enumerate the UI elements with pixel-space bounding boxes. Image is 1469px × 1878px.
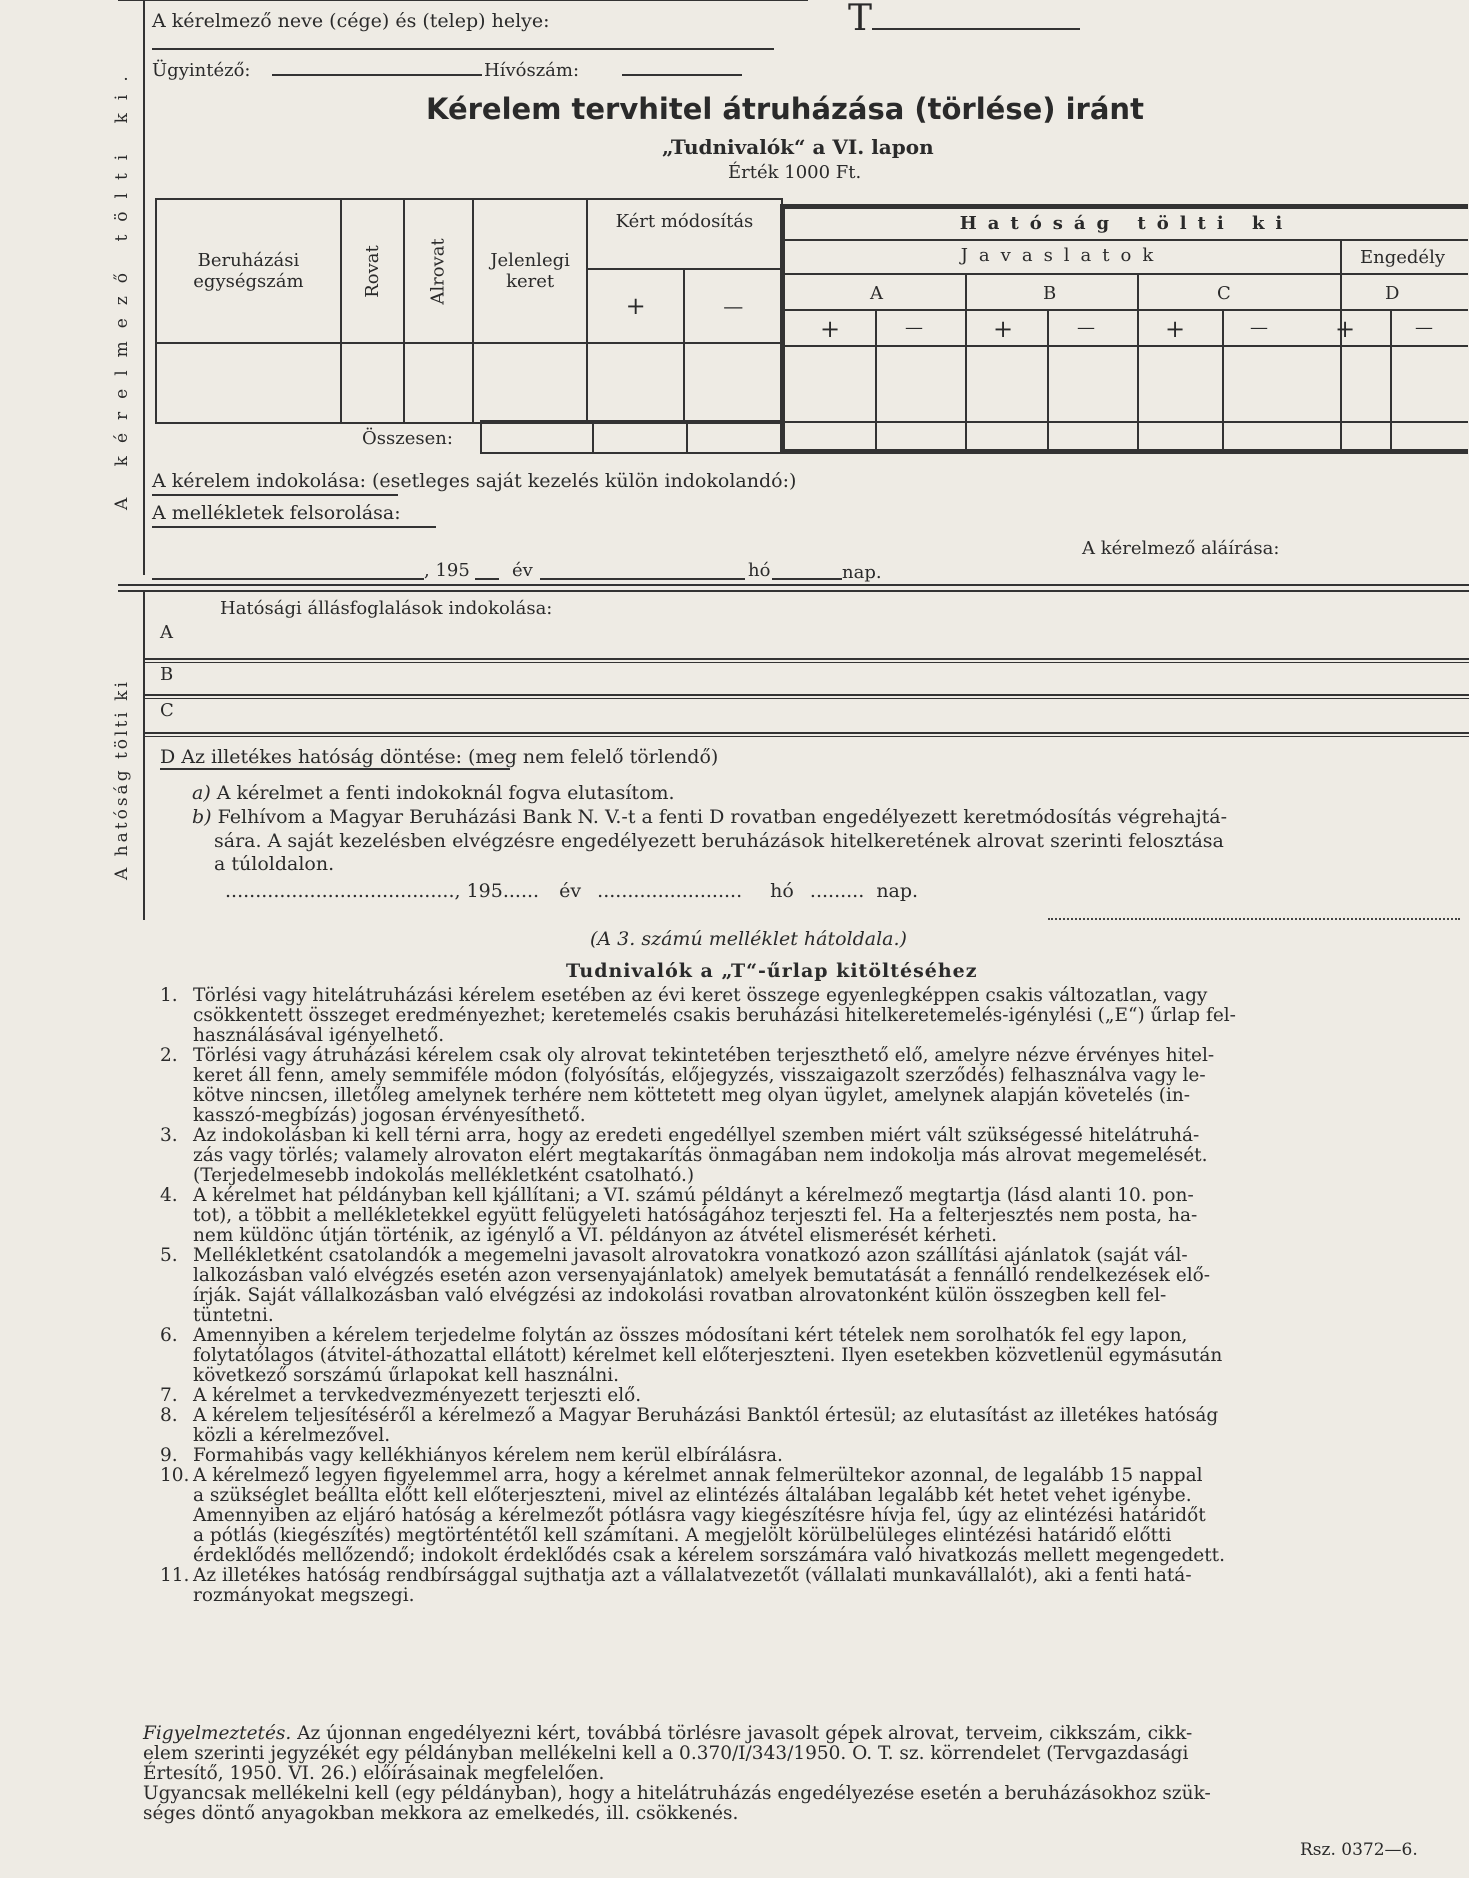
note-line: csökkentett összeget eredményezhet; keretemelés csakis beruházási hitelkeretemelés-igénylési („E“) űrlap fel- [193, 1005, 1236, 1026]
note-line: lalkozásban való elvégzés esetén azon versenyajánlatok) amelyek bemutatását a fennálló rendelkezések elő- [193, 1265, 1211, 1286]
applicant-label: A kérelmező neve (cége) és (telep) helye: [152, 10, 550, 32]
note-line: tüntetni. [193, 1305, 274, 1326]
option-b-line2: sára. A saját kezelésben elvégzésre engedélyezett beruházások hitelkeretének alrovat szerinti felosztása [214, 830, 1224, 852]
authority-table [780, 204, 1468, 454]
authority-line-a[interactable] [143, 658, 1469, 660]
note-line: érdeklődés mellőzendő; indokolt érdeklődés csak a kérelem sorszámára való hivatkozás mellett megengedett. [193, 1545, 1225, 1566]
note-line: (Terjedelmesebb indokolás mellékletként csatolható.) [193, 1165, 695, 1186]
col-requested-header: Kért módosítás [615, 211, 754, 232]
applicant-field[interactable] [152, 48, 774, 50]
note-line: kasszó-megbízás) jogosan érvényesíthető. [193, 1105, 586, 1126]
form-code: T [848, 0, 873, 39]
note-line: következő sorszámú űrlapokat kell használni. [193, 1365, 620, 1386]
left-margin-line [143, 0, 145, 575]
section-divider [118, 584, 1469, 586]
note-number: 4. [160, 1185, 178, 1206]
form-title: Kérelem tervhitel átruházása (törlése) iránt [426, 92, 1144, 126]
authority-line-c[interactable] [143, 732, 1469, 734]
date-year-field[interactable] [475, 578, 499, 580]
permit-header: Engedély [1360, 247, 1446, 268]
cell-unit[interactable] [156, 343, 341, 423]
warning-line-1: Az újonnan engedélyezni kért, továbbá törlésre javasolt gépek alrovat, terveim, cikkszám, cikk- [291, 1723, 1193, 1744]
d-minus: — [1415, 317, 1433, 338]
note-line: Az indokolásban ki kell térni arra, hogy az eredeti engedéllyel szemben miért vált szükségessé hitelátruhá- [193, 1125, 1200, 1146]
warning-block [143, 1724, 1461, 1824]
authority-row-b: B [160, 664, 174, 685]
col-unit-header: Beruházási egységszám [193, 250, 304, 292]
requested-minus: — [723, 294, 744, 318]
note-item [160, 1386, 1455, 1406]
cell-req-plus[interactable] [588, 344, 686, 422]
col-rovat-header: Rovat [361, 244, 383, 298]
permit-col-d: D [1385, 283, 1400, 304]
authority-title: Hatósági állásfoglalások indokolása: [220, 598, 553, 619]
warning-label: Figyelmeztetés. [143, 1723, 292, 1744]
d-plus: + [1335, 315, 1356, 343]
c-minus: — [1250, 317, 1268, 338]
b-plus: + [993, 315, 1014, 343]
authority-header: Hatóság tölti ki [959, 213, 1294, 234]
note-number: 7. [160, 1385, 178, 1406]
note-number: 1. [160, 985, 178, 1006]
authority-signature-line[interactable] [1048, 918, 1460, 920]
date-day-field[interactable] [772, 578, 842, 580]
note-line: A kérelmet hat példányban kell kjállítani; a VI. számú példányt a kérelmező megtartja (lásd alanti 10. pon- [193, 1185, 1194, 1206]
note-line: írják. Saját vállalkozásban való elvégzési az indokolási rovatban alrovatonként külön összegben kell fel- [193, 1285, 1167, 1306]
note-line: A kérelmet a tervkedvezményezett terjeszti elő. [193, 1385, 642, 1406]
warning-line-2: elem szerinti jegyzékét egy példányban mellékelni kell a 0.370/I/343/1950. O. T. sz. körrendelet (Tervgazdasági [143, 1743, 1189, 1764]
note-line: zás vagy törlés; valamely alrovaton elért megtakarítás önmagában nem indokolja más alrovat megemelését. [193, 1145, 1208, 1166]
form-code-field[interactable] [872, 28, 1080, 30]
total-label: Összesen: [362, 428, 453, 449]
note-line: Formahibás vagy kellékhiányos kérelem nem kerül elbírálásra. [193, 1445, 783, 1466]
option-b-line3: a túloldalon. [214, 853, 335, 875]
note-item [160, 1406, 1455, 1446]
cell-req-minus[interactable] [685, 344, 781, 422]
note-number: 3. [160, 1125, 178, 1146]
date-day-label: nap. [842, 562, 882, 583]
note-line: Mellékletként csatolandók a megemelni javasolt alrovatokra vonatkozó azon szállítási ajánlatok (saját vál- [193, 1245, 1188, 1266]
table-row [156, 343, 782, 423]
requested-plus: + [588, 270, 686, 342]
option-b-marker: b) [192, 806, 212, 828]
footer-code: Rsz. 0372—6. [1300, 1840, 1418, 1860]
note-number: 6. [160, 1325, 178, 1346]
note-line: Az illetékes hatóság rendbírsággal sujthatja azt a vállalatvezetőt (vállalati munkavállalót), aki a fenti hatá- [193, 1565, 1192, 1586]
col-alrovat-header: Alrovat [428, 237, 450, 305]
proposals-header: Javaslatok [960, 245, 1165, 266]
note-item [160, 1446, 1455, 1466]
justification-label: A kérelem indokolása: (esetleges saját kezelés külön indokolandó:) [152, 470, 797, 492]
side-label-authority: A hatóság tölti ki [112, 679, 132, 880]
note-item [160, 1466, 1455, 1566]
form-subtitle: „Tudnivalók“ a VI. lapon [662, 135, 934, 159]
notes-title: Tudnivalók a „T“-űrlap kitöltéséhez [566, 960, 978, 982]
note-number: 10. [160, 1465, 190, 1486]
note-line: kötve nincsen, illetőleg amelynek terhére nem köttetett meg olyan ügylet, amelynek alapján követelés (in- [193, 1085, 1191, 1106]
signature-label: A kérelmező aláírása: [1082, 538, 1280, 559]
option-b-line1[interactable]: Felhívom a Magyar Beruházási Bank N. V.-t a fenti D rovatban engedélyezett keretmódosítás végrehajtá- [217, 806, 1227, 828]
note-item [160, 1126, 1455, 1186]
note-item [160, 1326, 1455, 1386]
date-place-field[interactable] [152, 578, 424, 580]
option-a-marker: a) [192, 782, 211, 804]
cell-alrovat[interactable] [404, 343, 473, 423]
b-minus: — [1077, 317, 1095, 338]
note-line: közli a kérelmezővel. [193, 1425, 391, 1446]
note-number: 9. [160, 1445, 178, 1466]
note-item [160, 986, 1455, 1046]
a-minus: — [905, 317, 923, 338]
warning-line-3: Értesítő, 1950. VI. 26.) előírásainak megfelelően. [143, 1763, 605, 1784]
note-number: 2. [160, 1045, 178, 1066]
date-year-label: év [512, 560, 533, 581]
note-number: 11. [160, 1565, 190, 1586]
note-number: 5. [160, 1245, 178, 1266]
notes-list [160, 986, 1455, 1606]
note-line: rozmányokat megszegi. [193, 1585, 415, 1606]
note-line: folytatólagos (átvitel-áthozattal ellátott) kérelmet kell előterjeszteni. Ilyen esetekben közvetlenül egymásután [193, 1345, 1223, 1366]
cell-current[interactable] [473, 343, 587, 423]
date-month-field[interactable] [540, 578, 745, 580]
authority-line-b[interactable] [143, 694, 1469, 696]
option-a[interactable]: A kérelmet a fenti indokoknál fogva elutasítom. [216, 782, 675, 804]
phone-label: Hívószám: [484, 60, 580, 81]
decision-label: D Az illetékes hatóság döntése: (meg nem felelő törlendő) [160, 746, 719, 768]
modification-table [155, 198, 783, 424]
form-value: Érték 1000 Ft. [728, 162, 862, 183]
proposal-col-c: C [1217, 283, 1231, 304]
note-item [160, 1566, 1455, 1606]
note-line: A kérelem teljesítéséről a kérelmező a Magyar Beruházási Banktól értesül; az elutasítást az illetékes hatóság [193, 1405, 1219, 1426]
col-current-header: Jelenlegi keret [490, 250, 570, 292]
note-item [160, 1046, 1455, 1126]
clerk-field[interactable] [272, 74, 482, 76]
note-line: Törlési vagy átruházási kérelem csak oly alrovat tekintetében terjeszthető elő, amelyre nézve érvényes hitel- [193, 1045, 1215, 1066]
phone-field[interactable] [622, 74, 742, 76]
note-line: Amennyiben a kérelem terjedelme folytán az összes módosítani kért tételek nem sorolhatók fel egy lapon, [193, 1325, 1188, 1346]
note-item [160, 1186, 1455, 1246]
proposal-col-b: B [1043, 283, 1057, 304]
note-line: keret áll fenn, amely semmiféle módon (folyósítás, előjegyzés, visszaigazolt szerződés) felhasználva vagy le- [193, 1065, 1206, 1086]
proposal-col-a: A [870, 283, 883, 304]
note-line: A kérelmező legyen figyelemmel arra, hogy a kérelmet annak felmerültekor azonnal, de legalább 15 nappal [193, 1465, 1203, 1486]
side-label-applicant: A kérelmező tölti ki. [112, 63, 132, 510]
total-row[interactable] [480, 420, 782, 454]
cell-rovat[interactable] [341, 343, 404, 423]
note-line: Amennyiben az eljáró hatóság a kérelmezőt pótlásra vagy kiegészítésre hívja fel, úgy az elintézési határidőt [193, 1505, 1206, 1526]
note-line: nem küldönc útján történik, az igénylő a VI. példányon az átvétel elismerését kérheti. [193, 1225, 997, 1246]
authority-row-a: A [160, 622, 173, 643]
attachments-label: A mellékletek felsorolása: [152, 502, 401, 524]
date-year-prefix: , 195 [424, 560, 470, 581]
note-number: 8. [160, 1405, 178, 1426]
note-line: használásával igényelhető. [193, 1025, 445, 1046]
clerk-label: Ügyintéző: [152, 60, 251, 81]
a-plus: + [820, 315, 841, 343]
note-line: tot), a többit a mellékletekkel együtt felügyeleti hatóságához terjeszti fel. Ha a felterjesztés nem posta, ha- [193, 1205, 1198, 1226]
note-line: Törlési vagy hitelátruházási kérelem esetében az évi keret összege egyenlegképpen csakis változatlan, vagy [193, 985, 1208, 1006]
note-line: a szükséglet beállta előtt kell előterjeszteni, mivel az elintézés általában legalább két hetet vehet igénybe. [193, 1485, 1192, 1506]
warning-line-4: Ugyancsak mellékelni kell (egy példányban), hogy a hitelátruházás engedélyezése esetén a beruházásokhoz szük- [143, 1783, 1211, 1804]
note-line: a pótlás (kiegészítés) megtörténtétől kell számítani. A megjelölt körülbelüleges elintézési határidő előtti [193, 1525, 1172, 1546]
back-caption: (A 3. számú melléklet hátoldala.) [590, 928, 907, 950]
warning-line-5: séges döntő anyagokban mekkora az emelkedés, ill. csökkenés. [143, 1803, 739, 1824]
c-plus: + [1165, 315, 1186, 343]
date-month-label: hó [748, 560, 771, 581]
authority-row-c: C [160, 700, 174, 721]
authority-date[interactable]: ......................................, 195...... év ........................ hó ......... nap. [225, 880, 919, 902]
note-item [160, 1246, 1455, 1326]
